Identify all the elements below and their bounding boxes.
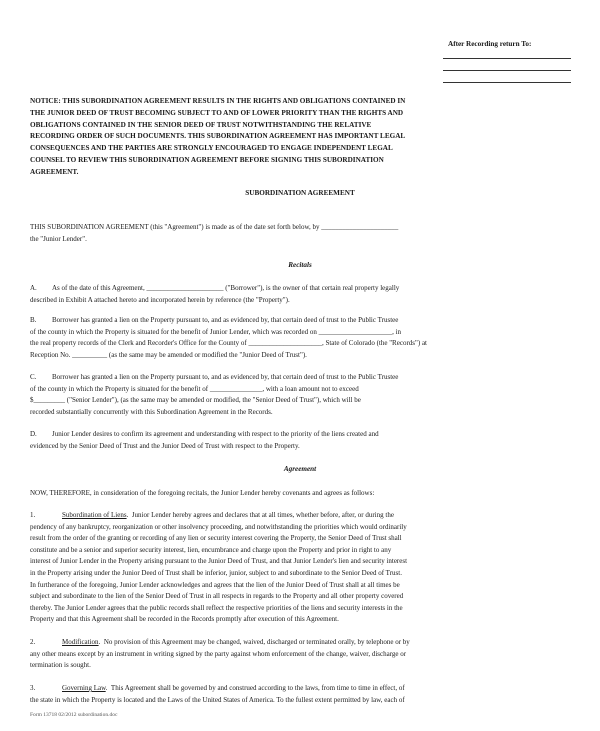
return-to-label: After Recording return To: bbox=[448, 40, 532, 48]
notice-line: NOTICE: THIS SUBORDINATION AGREEMENT RESULTS IN THE RIGHTS AND OBLIGATIONS CONTAINED IN bbox=[30, 97, 406, 105]
recital-a bbox=[30, 283, 575, 306]
section-number: 1. bbox=[30, 511, 36, 519]
recital-line bbox=[30, 283, 575, 295]
notice-line: COUNSEL TO REVIEW THIS SUBORDINATION AGREEMENT BEFORE SIGNING THIS SUBORDINATION bbox=[30, 155, 384, 164]
recital-label: A. bbox=[30, 284, 37, 292]
recital-label: C. bbox=[30, 373, 37, 381]
recital-text: As of the date of this Agreement, ______________________ ("Borrower"), is the owner of that certain real property legally bbox=[52, 284, 400, 292]
section-text: Junior Lender hereby agrees and declares that at all times, whether before, after, or during the bbox=[131, 511, 394, 519]
now-therefore-paragraph bbox=[30, 488, 575, 500]
agreement-heading: Agreement bbox=[283, 465, 317, 473]
notice-block bbox=[30, 96, 575, 179]
section-line: Property and that this Agreement shall be recorded in the Records promptly after execution of this Agreement. bbox=[30, 615, 339, 624]
section-number: 3. bbox=[30, 684, 36, 692]
section-text: This Agreement shall be governed by and construed according to the laws, from time to time in effect, of bbox=[110, 684, 405, 692]
section-line: the state in which the Property is located and the Laws of the United States of America. To the fullest extent permitted by law, each of bbox=[30, 695, 405, 704]
recital-text: Borrower has granted a lien on the Property pursuant to, and as evidenced by, that certain deed of trust to the Public Trustee bbox=[52, 316, 399, 324]
recitals-heading: Recitals bbox=[288, 261, 312, 269]
section-line: 1. Subordination of Liens. Junior Lender hereby agrees and declares that at all times, whether before, after, or during the bbox=[30, 510, 575, 522]
recital-line: recorded substantially concurrently with this Subordination Agreement in the Records. bbox=[30, 407, 273, 416]
form-footer: Form 13718 02/2012 subordination.doc bbox=[30, 712, 118, 718]
intro-line: THIS SUBORDINATION AGREEMENT (this "Agreement") is made as of the date set forth below, by ______________________ bbox=[30, 223, 399, 231]
recital-b bbox=[30, 315, 575, 361]
intro-paragraph bbox=[30, 222, 575, 245]
section-title: Governing Law bbox=[62, 684, 106, 692]
section-line: subject and subordinate to the lien of the Senior Deed of Trust in all respects in regards to the Property and all other property covered bbox=[30, 592, 404, 601]
now-therefore-line: NOW, THEREFORE, in consideration of the foregoing recitals, the Junior Lender hereby covenants and agrees as follows: bbox=[30, 489, 375, 497]
recital-text: Borrower has granted a lien on the Property pursuant to, and as evidenced by, that certain deed of trust to the Public Trustee bbox=[52, 373, 399, 381]
recital-line: of the county in which the Property is situated for the benefit of _______________, with a loan amount not to exceed bbox=[30, 384, 359, 393]
recital-text: Junior Lender desires to confirm its agreement and understanding with respect to the priority of the liens created and bbox=[52, 430, 379, 438]
recital-line: of the county in which the Property is situated for the benefit of Junior Lender, which was recorded on _____________________, in bbox=[30, 327, 402, 336]
return-address-line-1 bbox=[443, 58, 571, 59]
recital-d bbox=[30, 429, 575, 452]
notice-line: AGREEMENT. bbox=[30, 167, 79, 176]
section-line: any other means except by an instrument in writing signed by the party against whom enforcement of the change, waiver, discharge or bbox=[30, 649, 407, 658]
recital-line bbox=[30, 429, 575, 441]
notice-line: OBLIGATIONS CONTAINED IN THE SENIOR DEED OF TRUST NOTWITHSTANDING THE RELATIVE bbox=[30, 120, 372, 129]
document-title: SUBORDINATION AGREEMENT bbox=[245, 189, 355, 197]
section-line: 3. Governing Law. This Agreement shall be governed by and construed according to the laws, from time to time in effect, of bbox=[30, 683, 575, 695]
notice-line: CONSEQUENCES AND THE PARTIES ARE STRONGLY ENCOURAGED TO ENGAGE INDEPENDENT LEGAL bbox=[30, 144, 393, 153]
section-title: Subordination of Liens bbox=[62, 511, 127, 519]
section-line: thereby. The Junior Lender agrees that the public records shall reflect the respective priorities of the liens and security interests in the bbox=[30, 603, 403, 612]
recital-line bbox=[30, 372, 575, 384]
section-line: termination is sought. bbox=[30, 661, 91, 670]
intro-line: the "Junior Lender". bbox=[30, 234, 87, 243]
recital-line: evidenced by the Senior Deed of Trust and the Junior Deed of Trust with respect to the Property. bbox=[30, 441, 300, 450]
recital-c bbox=[30, 372, 575, 418]
recital-line: Reception No. __________ (as the same may be amended or modified the "Junior Deed of Trust"). bbox=[30, 350, 307, 359]
section-text: No provision of this Agreement may be changed, waived, discharged or terminated orally, by telephone or by bbox=[103, 638, 410, 646]
recital-label: D. bbox=[30, 430, 37, 438]
section-line: result from the order of the granting or recording of any lien or security interest covering the Property, the Senior Deed of Trust shall bbox=[30, 534, 402, 543]
notice-line: RECORDING ORDER OF SUCH DOCUMENTS. THIS SUBORDINATION AGREEMENT HAS IMPORTANT LEGAL bbox=[30, 132, 406, 141]
section-line: interest of Junior Lender in the Property arising pursuant to the Junior Deed of Trust, and that Junior Lender's lien and security interest bbox=[30, 557, 408, 566]
recital-line bbox=[30, 315, 575, 327]
section-line: pendency of any bankruptcy, reorganization or other insolvency proceeding, and notwithstanding the priorities which would ordinarily bbox=[30, 522, 407, 531]
section-line: In furtherance of the foregoing, Junior Lender acknowledges and agrees that the lien of the Junior Deed of Trust shall at all times be bbox=[30, 580, 400, 589]
return-address-line-3 bbox=[443, 82, 571, 83]
section-number: 2. bbox=[30, 638, 36, 646]
section-3 bbox=[30, 683, 575, 706]
section-2 bbox=[30, 637, 575, 672]
return-address-line-2 bbox=[443, 70, 571, 71]
section-line: 2. Modification. No provision of this Agreement may be changed, waived, discharged or terminated orally, by telephone or by bbox=[30, 637, 575, 649]
section-1 bbox=[30, 510, 575, 626]
recital-label: B. bbox=[30, 316, 37, 324]
section-title: Modification bbox=[62, 638, 99, 646]
section-line: in the Property arising under the Junior Deed of Trust shall be inferior, junior, subject to and subordinate to the Senior Deed of Trust. bbox=[30, 568, 402, 577]
recital-line: the real property records of the Clerk and Recorder's Office for the County of _____________________, State of Colorado (the "Records") at bbox=[30, 339, 427, 348]
recital-line: described in Exhibit A attached hereto and incorporated herein by reference (the "Property"). bbox=[30, 295, 290, 304]
recital-line: $_________ ("Senior Lender"), (as the same may be amended or modified, the "Senior Deed of Trust"), which will be bbox=[30, 396, 361, 405]
section-line: constitute and be a senior and superior security interest, lien, encumbrance and charge upon the Property and prior in right to any bbox=[30, 545, 392, 554]
notice-line: THE JUNIOR DEED OF TRUST BECOMING SUBJECT TO AND OF LOWER PRIORITY THAN THE RIGHTS AND bbox=[30, 108, 404, 117]
